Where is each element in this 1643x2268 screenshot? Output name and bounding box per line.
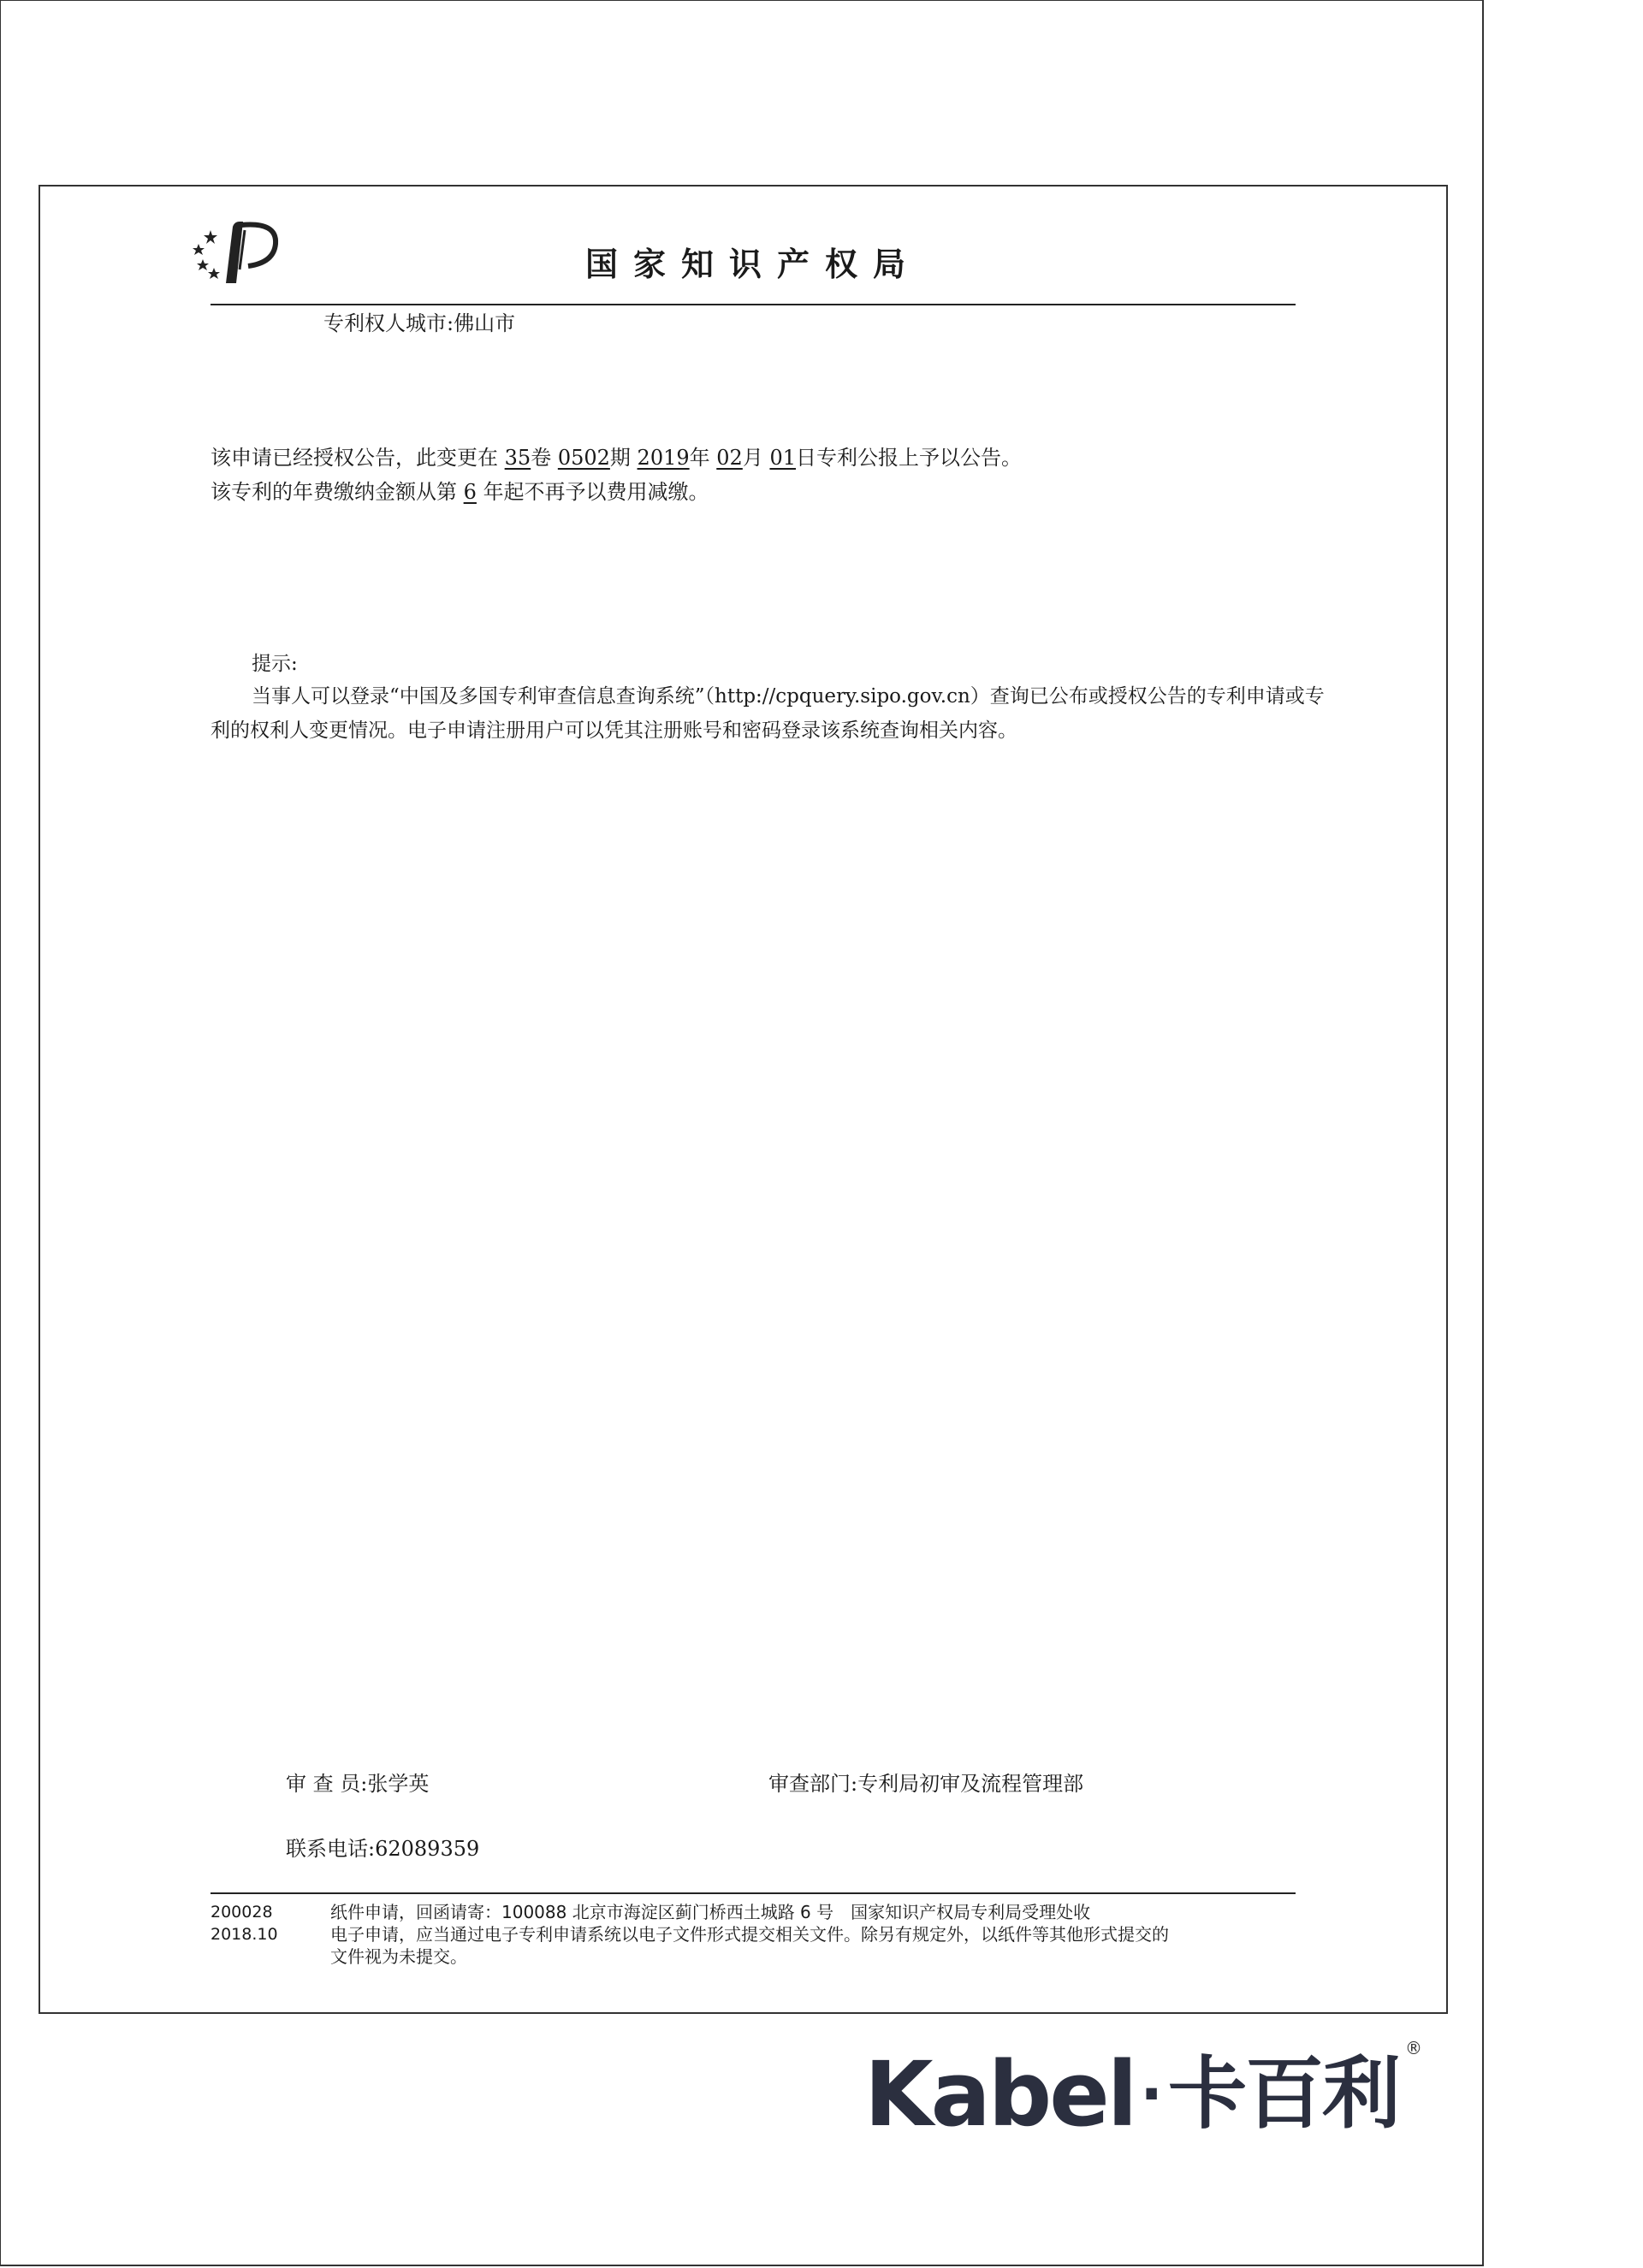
notice-text: 该申请已经授权公告，此变更在 (211, 446, 498, 470)
notice-text: 年起不再予以费用减缴。 (483, 480, 709, 504)
patentee-city-value: 佛山市 (454, 311, 516, 335)
footer-line: 纸件申请，回函请寄：100088 北京市海淀区蓟门桥西土城路 6 号 国家知识产权局专利局受理处收 (330, 1902, 1091, 1922)
examining-department (768, 1771, 1083, 1797)
contact-phone (286, 1836, 479, 1862)
logo-separator: · (1140, 2059, 1163, 2129)
dept-label: 审查部门: (768, 1772, 858, 1796)
notice-text: 年 (689, 446, 710, 470)
kabel-logo (864, 2038, 1422, 2147)
notice-text: 该专利的年费缴纳金额从第 (211, 480, 457, 504)
volume-number: 35 (504, 446, 531, 470)
phone-label: 联系电话: (286, 1837, 376, 1861)
notice-text: 日专利公报上予以公告。 (796, 446, 1022, 470)
form-code-number: 200028 (211, 1903, 273, 1922)
patentee-city-label: 专利权人城市: (323, 311, 454, 335)
fee-reduction-notice (211, 479, 709, 506)
notice-text: 期 (609, 446, 631, 470)
issue-number: 0502 (557, 446, 610, 470)
notice-text: 月 (742, 446, 763, 470)
examiner (286, 1771, 429, 1797)
examiner-label: 审 查 员: (286, 1772, 368, 1796)
footer-rule (211, 1892, 1296, 1894)
tip-label: 提示: (252, 653, 298, 675)
footer-line: 文件视为未提交。 (330, 1946, 467, 1967)
notice-day: 01 (769, 446, 796, 470)
examiner-name: 张学英 (367, 1772, 430, 1796)
fee-year-number: 6 (463, 480, 477, 504)
form-code (211, 1901, 278, 1945)
tip-body-line: 当事人可以登录“中国及多国专利审查信息查询系统”（http://cpquery.sipo.gov.cn）查询已公布或授权公告的专利申请或专 (252, 685, 1325, 708)
logo-chinese-text: 卡百利 (1168, 2048, 1400, 2140)
phone-number: 62089359 (375, 1837, 480, 1861)
cnipa-emblem-icon (188, 218, 287, 287)
notice-month: 02 (716, 446, 743, 470)
dept-name: 专利局初审及流程管理部 (857, 1772, 1084, 1796)
logo-latin-text: Kabel (864, 2042, 1136, 2147)
patentee-city (323, 311, 515, 337)
notice-year: 2019 (637, 446, 690, 470)
publication-notice (211, 445, 1022, 471)
tip-body-line: 利的权利人变更情况。电子申请注册用户可以凭其注册账号和密码登录该系统查询相关内容。 (211, 719, 1017, 742)
agency-title: 国家知识产权局 (584, 246, 921, 283)
notice-text: 卷 (531, 446, 552, 470)
registered-mark-icon: ® (1405, 2038, 1422, 2058)
footer-line: 电子申请，应当通过电子专利申请系统以电子文件形式提交相关文件。除另有规定外，以纸件等其他形式提交的 (330, 1924, 1169, 1945)
header-rule (211, 304, 1296, 305)
footer-instructions (330, 1901, 1297, 1968)
form-code-date: 2018.10 (211, 1925, 278, 1944)
